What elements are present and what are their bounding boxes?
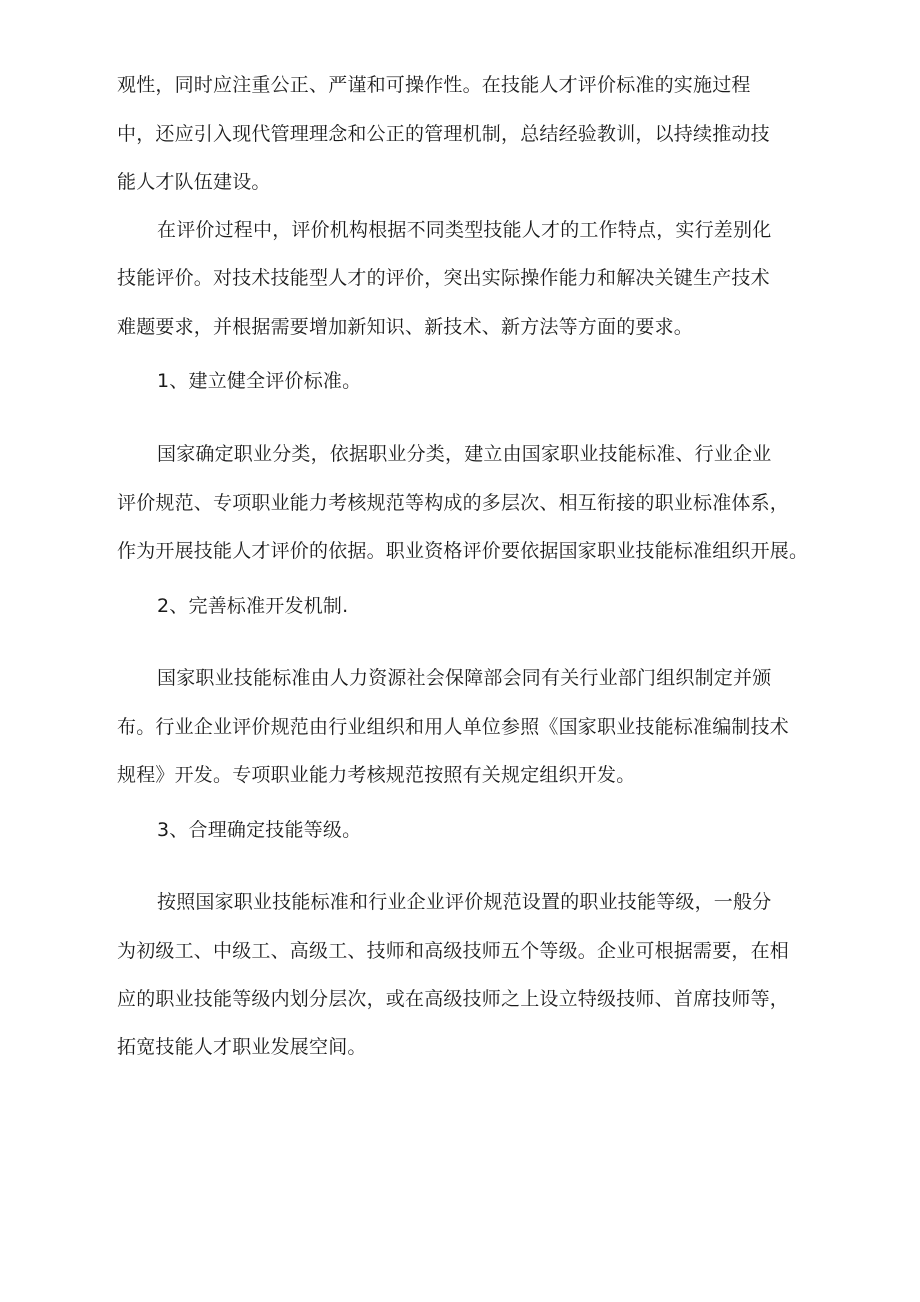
section-heading-3: 3、合理确定技能等级。 [157,819,362,841]
text-line: 能人才队伍建设。 [117,171,271,193]
text-line: 国家职业技能标准由人力资源社会保障部会同有关行业部门组织制定并颁 [157,667,772,689]
text-line: 应的职业技能等级内划分层次，或在高级技师之上设立特级技师、首席技师等， [117,988,790,1010]
text-line: 观性，同时应注重公正、严谨和可操作性。在技能人才评价标准的实施过程 [117,74,751,96]
text-line: 国家确定职业分类，依据职业分类，建立由国家职业技能标准、行业企业 [157,443,772,465]
text-line: 布。行业企业评价规范由行业组织和用人单位参照《国家职业技能标准编制技术 [117,716,790,738]
section-heading-1: 1、建立健全评价标准。 [157,370,362,392]
text-line: 在评价过程中，评价机构根据不同类型技能人才的工作特点，实行差别化 [157,219,772,241]
section-heading-2: 2、完善标准开发机制. [157,595,349,617]
text-line: 评价规范、专项职业能力考核规范等构成的多层次、相互衔接的职业标准体系， [117,492,790,514]
text-line: 难题要求，并根据需要增加新知识、新技术、新方法等方面的要求。 [117,316,694,338]
text-line: 按照国家职业技能标准和行业企业评价规范设置的职业技能等级，一般分 [157,891,772,913]
text-line: 中，还应引入现代管理理念和公正的管理机制，总结经验教训，以持续推动技 [117,123,770,145]
text-line: 规程》开发。专项职业能力考核规范按照有关规定组织开发。 [117,764,636,786]
text-line: 技能评价。对技术技能型人才的评价，突出实际操作能力和解决关键生产技术 [117,267,770,289]
text-line: 为初级工、中级工、高级工、技师和高级技师五个等级。企业可根据需要，在相 [117,940,790,962]
text-line: 拓宽技能人才职业发展空间。 [117,1036,367,1058]
text-line: 作为开展技能人才评价的依据。职业资格评价要依据国家职业技能标准组织开展。 [117,540,809,562]
